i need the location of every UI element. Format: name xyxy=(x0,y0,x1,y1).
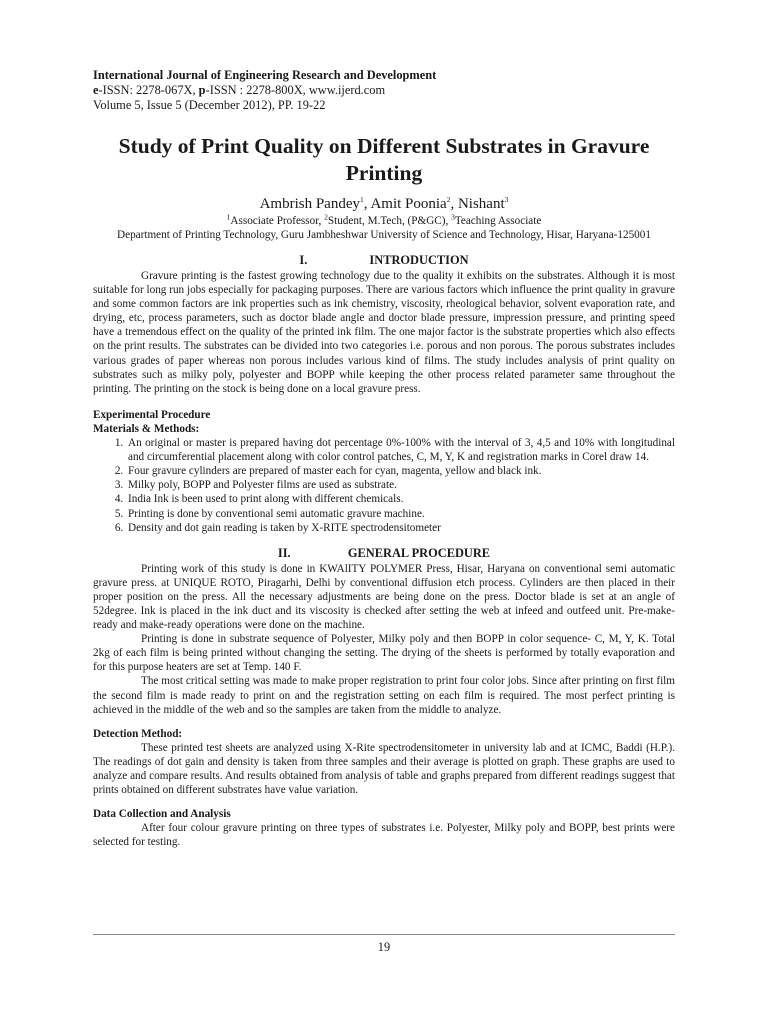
detection-paragraph: These printed test sheets are analyzed using X-Rite spectrodensitometer in university lab and at ICMC, Baddi (H.P.). The readings of dot gain and density is taken from three samples and their average is plotted on graph. These graphs are used to analyze and compare results. And results obtained from analysis of table and graphs prepared from different readings suggest that prints obtained on different substrates have value variation. xyxy=(93,741,675,797)
general-paragraph: The most critical setting was made to make proper registration to print four color jobs. Since after printing on first film the second film is made ready to print on and the registration setting on each film is required. The most perfect printing is achieved in the middle of the web and so the samples are taken from the middle to analyze. xyxy=(93,675,675,716)
list-item: 6. Density and dot gain reading is taken by X-RITE spectrodensitometer xyxy=(126,521,675,535)
volume-line: Volume 5, Issue 5 (December 2012), PP. 19-22 xyxy=(93,98,326,112)
list-item: 5. Printing is done by conventional semi automatic gravure machine. xyxy=(126,507,675,521)
section-heading-introduction: I. INTRODUCTION xyxy=(299,253,469,267)
author: Ambrish Pandey xyxy=(259,196,361,212)
general-paragraph: Printing work of this study is done in KWAlITY POLYMER Press, Hisar, Haryana on conventional semi automatic gravure press. at UNIQUE ROTO, Piragarhi, Delhi by conventional diffusion etch process. Cylinders are then placed in their proper position on the press. All the necessary adjustments are being done on the press. Doctor blade is set at an angle of 52degree. Ink is placed in the ink duct and its viscosity is checked after setting the web at infeed and outfeed unit. Pre-make-ready and make-ready operations were done on the machine. xyxy=(93,562,675,632)
paper-page xyxy=(93,68,675,849)
list-item: 4. India Ink is been used to print along with different chemicals. xyxy=(126,492,675,506)
author: Nishant xyxy=(457,196,505,212)
department-affiliation: Department of Printing Technology, Guru Jambheshwar University of Science and Technology, Hisar, Haryana-125001 xyxy=(117,229,651,241)
footer-divider xyxy=(93,934,675,935)
author: Amit Poonia xyxy=(370,196,447,212)
paper-title: Study of Print Quality on Different Substrates in Gravure Printing xyxy=(118,134,650,185)
list-item: 1. An original or master is prepared having dot percentage 0%-100% with the interval of 3, 4,5 and 10% with longitudinal and circumferential placement along with color control patches, C, M, Y, K and registration marks in Corel draw 14. xyxy=(126,436,675,464)
list-item: 2. Four gravure cylinders are prepared of master each for cyan, magenta, yellow and black ink. xyxy=(126,464,675,478)
author-roles: $^1$Associate Professor, $^2$Student, M.Tech, (P&GC), $^3$Teaching Associate xyxy=(226,212,542,227)
issn-line: e-ISSN: 2278-067X, p-ISSN : 2278-800X, www.ijerd.com xyxy=(93,83,386,97)
journal-name: International Journal of Engineering Research and Development xyxy=(93,68,437,82)
experimental-procedure-heading: Experimental Procedure xyxy=(93,408,211,421)
data-collection-paragraph: After four colour gravure printing on three types of substrates i.e. Polyester, Milky poly and BOPP, best prints were selected for testing. xyxy=(93,822,675,849)
author-list: Ambrish Pandey$^1$, Amit Poonia$^2$, Nishant$^3$ xyxy=(259,195,509,212)
journal-header xyxy=(93,68,675,113)
list-item: 3. Milky poly, BOPP and Polyester films are used as substrate. xyxy=(126,478,675,492)
detection-method-heading: Detection Method: xyxy=(93,727,183,740)
intro-paragraph: Gravure printing is the fastest growing technology due to the quality it exhibits on the substrates. Although it is most suitable for long run jobs especially for packaging purposes. There are various factors which influence the print quality in gravure and some common factors are ink properties such as ink chemistry, viscosity, rheological behavior, solvent evaporation rate, and drying, etc, process parameters, such as doctor blade angle and doctor blade pressure, impression pressure, and printing speed have a tremendous effect on the quality of the printed ink film. The one major factor is the substrate properties which also effects on the print results. The substrates can be divided into two categories i.e. porous and non porous. The porous substrates includes various grades of paper whereas non porous includes various kind of films. The study includes analysis of print quality on substrates such as milky poly, polyester and BOPP while keeping the other process related parameter same throughout the printing. The printing on the stock is being done on a local gravure press. xyxy=(93,270,675,395)
general-paragraph: Printing is done in substrate sequence of Polyester, Milky poly and then BOPP in color sequence- C, M, Y, K. Total 2kg of each film is being printed without changing the setting. The drying of the sheets is performed by totally evaporation and for this purpose heaters are set at Temp. 140 F. xyxy=(93,633,675,674)
section-heading-general-procedure: II. GENERAL PROCEDURE xyxy=(277,545,491,560)
page-number: 19 xyxy=(377,940,391,954)
materials-methods-heading: Materials & Methods: xyxy=(93,422,200,435)
data-collection-heading: Data Collection and Analysis xyxy=(93,808,231,821)
materials-list xyxy=(93,436,675,535)
